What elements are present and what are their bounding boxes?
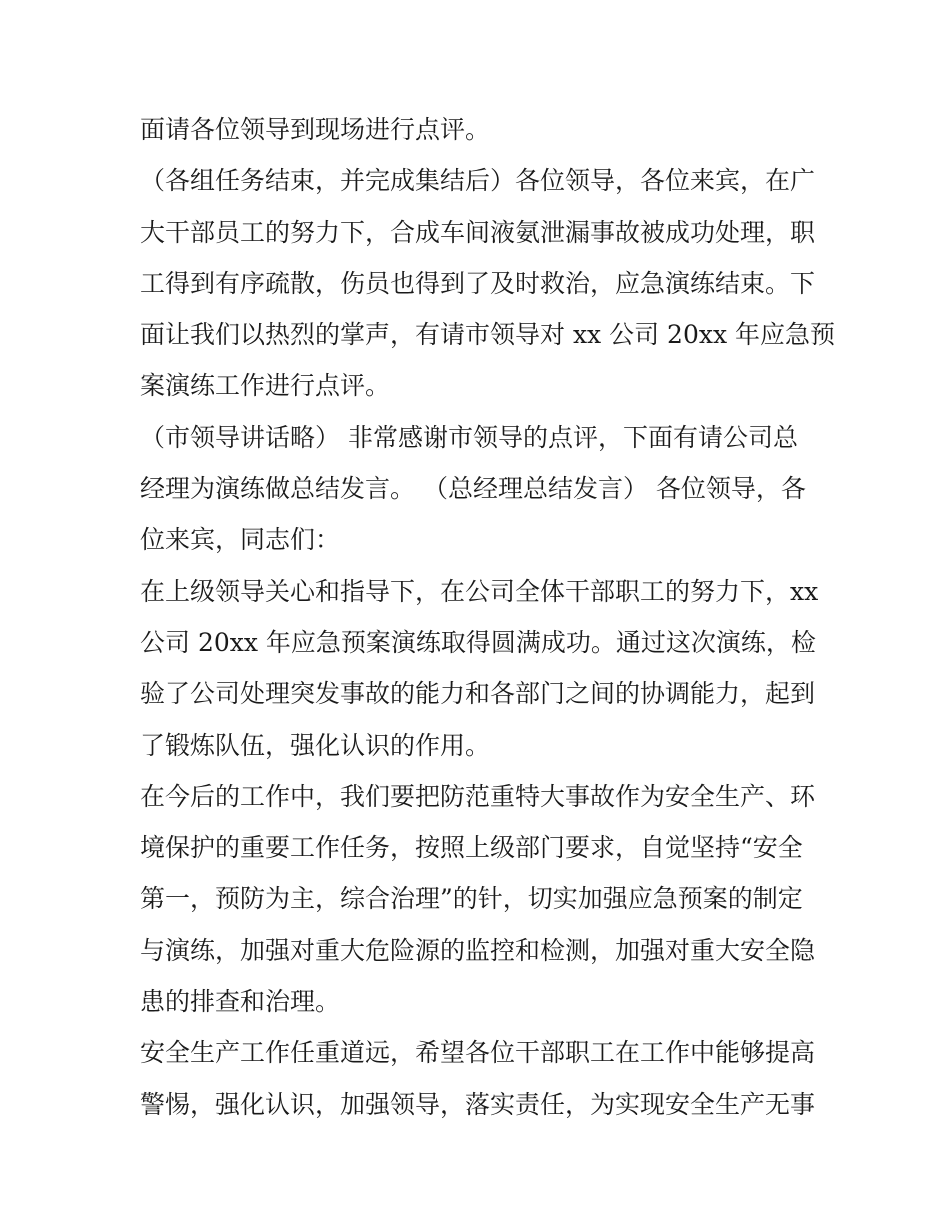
text-line: 警惕，强化认识，加强领导，落实责任，为实现安全生产无事 [140, 1089, 816, 1119]
text-line: 工得到有序疏散，伤员也得到了及时救治，应急演练结束。下 [140, 268, 816, 298]
document-body [140, 104, 835, 1130]
text-line: 安全生产工作任重道远，希望各位干部职工在工作中能够提高 [140, 1038, 816, 1068]
text-line: 在上级领导关心和指导下，在公司全体干部职工的努力下，xx [140, 576, 819, 606]
text-line: （市领导讲话略） 非常感谢市领导的点评，下面有请公司总 [140, 422, 798, 452]
text-line: 与演练，加强对重大危险源的监控和检测，加强对重大安全隐 [140, 935, 816, 965]
text-line: 面让我们以热烈的掌声，有请市领导对 xx 公司 20xx 年应急预 [140, 320, 835, 350]
text-line: 在今后的工作中，我们要把防范重特大事故作为安全生产、环 [140, 781, 816, 811]
text-line: 经理为演练做总结发言。 （总经理总结发言） 各位领导，各 [140, 474, 806, 504]
text-line: 境保护的重要工作任务，按照上级部门要求，自觉坚持“安全 [140, 833, 803, 863]
text-line: 公司 20xx 年应急预案演练取得圆满成功。通过这次演练，检 [140, 627, 816, 657]
text-line: 位来宾，同志们： [140, 525, 341, 555]
text-line: 大干部员工的努力下，合成车间液氨泄漏事故被成功处理，职 [140, 217, 816, 247]
text-line: 了锻炼队伍，强化认识的作用。 [140, 730, 491, 760]
text-line: 患的排查和治理。 [140, 987, 341, 1017]
text-line: 案演练工作进行点评。 [140, 371, 391, 401]
text-line: 第一，预防为主，综合治理”的针，切实加强应急预案的制定 [140, 884, 803, 914]
text-line: 验了公司处理突发事故的能力和各部门之间的协调能力，起到 [140, 679, 816, 709]
text-line: （各组任务结束，并完成集结后）各位领导，各位来宾，在广 [140, 166, 816, 196]
text-line: 面请各位领导到现场进行点评。 [140, 115, 491, 144]
